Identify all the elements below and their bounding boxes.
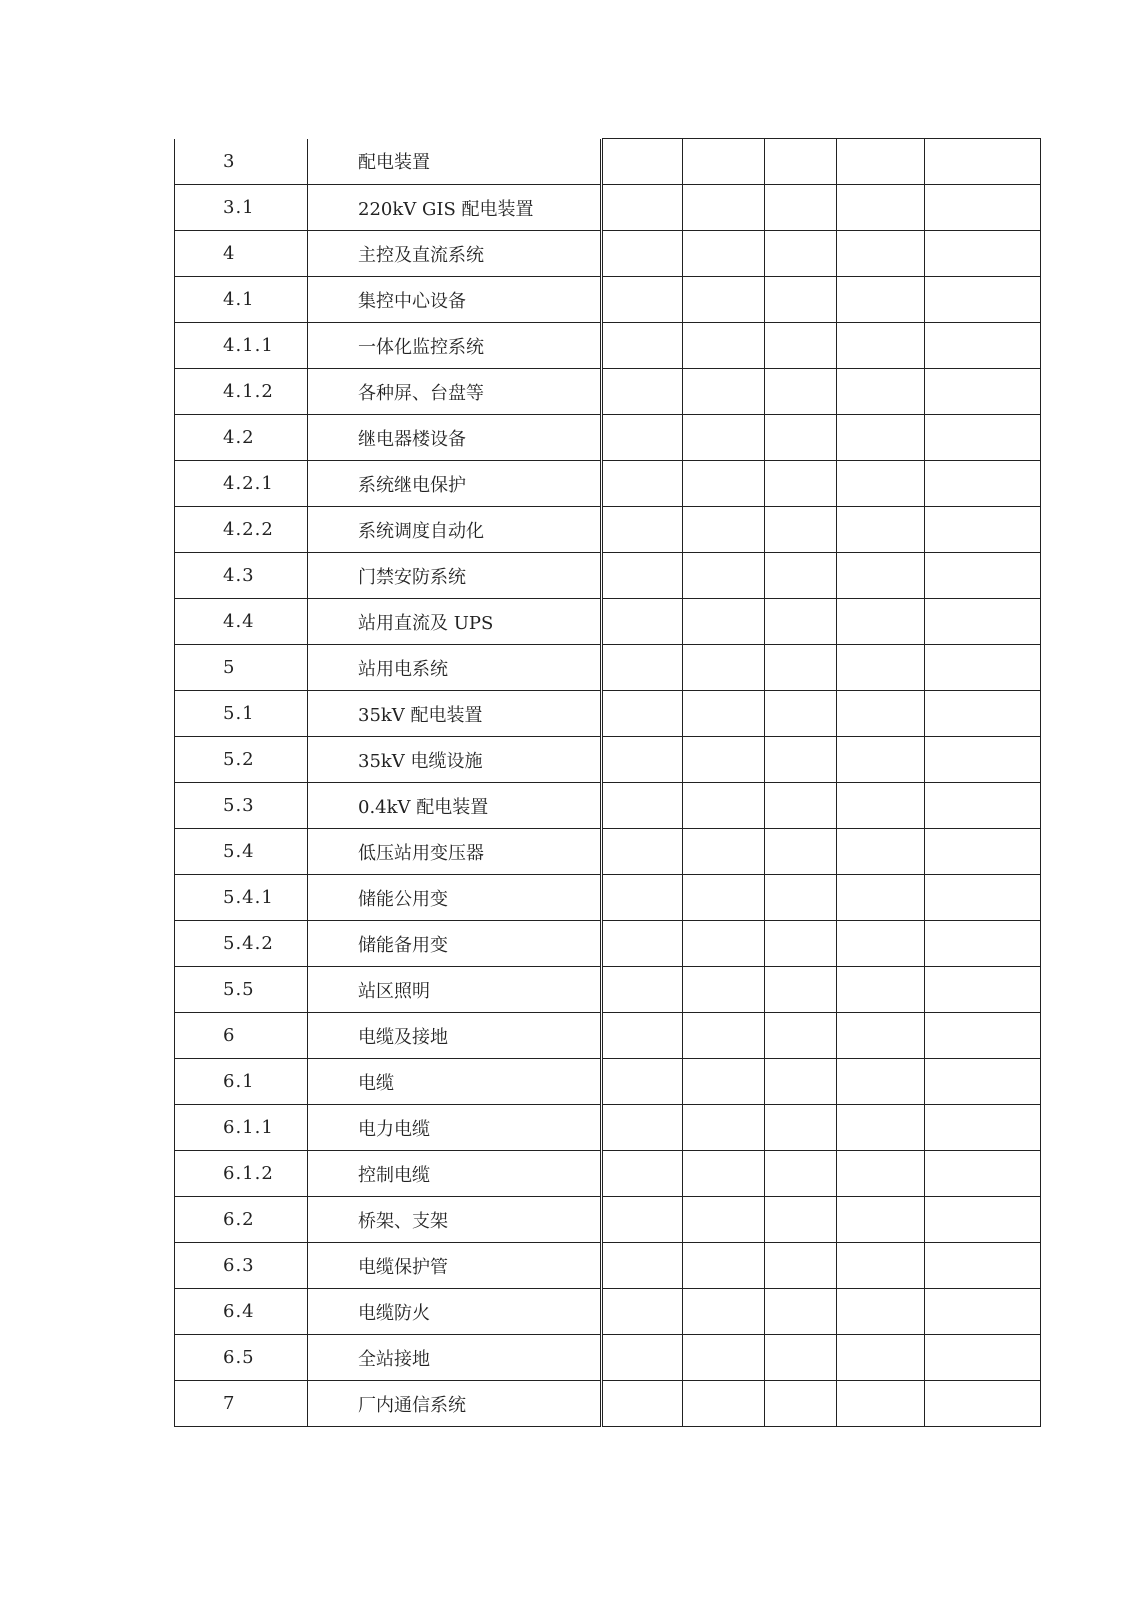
empty-cell (765, 599, 837, 645)
table-row (175, 507, 1041, 553)
row-item-name: 一体化监控系统 (308, 323, 601, 369)
row-item-name: 各种屏、台盘等 (308, 369, 601, 415)
empty-cell (925, 1381, 1041, 1427)
row-item-name: 电缆 (308, 1059, 601, 1105)
empty-cell (603, 1013, 683, 1059)
row-item-name: 电缆防火 (308, 1289, 601, 1335)
table-row (175, 1197, 1041, 1243)
empty-cell (683, 1381, 765, 1427)
empty-cell (925, 967, 1041, 1013)
row-item-name: 220kV GIS 配电装置 (308, 185, 601, 231)
table-row (175, 185, 1041, 231)
empty-cell (837, 737, 925, 783)
row-item-name: 主控及直流系统 (308, 231, 601, 277)
table-row (175, 829, 1041, 875)
empty-cell (603, 277, 683, 323)
empty-cell (837, 599, 925, 645)
empty-cell (603, 691, 683, 737)
table-row (175, 415, 1041, 461)
empty-cell (837, 369, 925, 415)
empty-cell (683, 553, 765, 599)
empty-cell (603, 1151, 683, 1197)
empty-cell (603, 553, 683, 599)
table-row (175, 1243, 1041, 1289)
empty-cell (683, 185, 765, 231)
empty-cell (603, 645, 683, 691)
table-row (175, 1381, 1041, 1427)
row-number: 6 (175, 1013, 308, 1059)
empty-cell (603, 1059, 683, 1105)
empty-cell (603, 415, 683, 461)
empty-cell (925, 369, 1041, 415)
empty-cell (765, 737, 837, 783)
empty-cell (925, 1335, 1041, 1381)
table-row (175, 461, 1041, 507)
row-number: 6.5 (175, 1335, 308, 1381)
row-item-name: 站区照明 (308, 967, 601, 1013)
row-number: 6.4 (175, 1289, 308, 1335)
row-item-name: 桥架、支架 (308, 1197, 601, 1243)
empty-cell (683, 139, 765, 185)
row-number: 3.1 (175, 185, 308, 231)
empty-cell (925, 415, 1041, 461)
empty-cell (683, 875, 765, 921)
data-table (174, 138, 1041, 1427)
empty-cell (837, 645, 925, 691)
empty-cell (925, 1243, 1041, 1289)
row-number: 5.4.2 (175, 921, 308, 967)
row-number: 5.1 (175, 691, 308, 737)
row-item-name: 电力电缆 (308, 1105, 601, 1151)
row-number: 4.2.1 (175, 461, 308, 507)
row-item-name: 厂内通信系统 (308, 1381, 601, 1427)
empty-cell (683, 1289, 765, 1335)
empty-cell (925, 691, 1041, 737)
table-row (175, 277, 1041, 323)
row-number: 5 (175, 645, 308, 691)
empty-cell (837, 231, 925, 277)
empty-cell (765, 645, 837, 691)
empty-cell (683, 277, 765, 323)
table-row (175, 1335, 1041, 1381)
empty-cell (837, 1381, 925, 1427)
row-item-name: 站用电系统 (308, 645, 601, 691)
table-row (175, 783, 1041, 829)
empty-cell (765, 277, 837, 323)
empty-cell (765, 553, 837, 599)
empty-cell (925, 1059, 1041, 1105)
empty-cell (603, 185, 683, 231)
empty-cell (683, 1335, 765, 1381)
empty-cell (925, 921, 1041, 967)
row-number: 4.3 (175, 553, 308, 599)
empty-cell (683, 1151, 765, 1197)
empty-cell (603, 1335, 683, 1381)
empty-cell (837, 553, 925, 599)
row-number: 5.3 (175, 783, 308, 829)
empty-cell (683, 599, 765, 645)
empty-cell (837, 277, 925, 323)
empty-cell (925, 875, 1041, 921)
empty-cell (683, 737, 765, 783)
row-item-name: 系统继电保护 (308, 461, 601, 507)
empty-cell (765, 461, 837, 507)
empty-cell (683, 921, 765, 967)
empty-cell (603, 875, 683, 921)
empty-cell (603, 783, 683, 829)
empty-cell (683, 461, 765, 507)
row-number: 4.4 (175, 599, 308, 645)
empty-cell (837, 415, 925, 461)
empty-cell (603, 599, 683, 645)
empty-cell (837, 139, 925, 185)
row-number: 5.4 (175, 829, 308, 875)
empty-cell (765, 1289, 837, 1335)
empty-cell (683, 691, 765, 737)
empty-cell (603, 737, 683, 783)
table-row (175, 737, 1041, 783)
empty-cell (925, 1289, 1041, 1335)
row-item-name: 集控中心设备 (308, 277, 601, 323)
empty-cell (765, 231, 837, 277)
table-row (175, 1013, 1041, 1059)
table-row (175, 875, 1041, 921)
row-number: 4.2 (175, 415, 308, 461)
row-number: 6.1.2 (175, 1151, 308, 1197)
table-row (175, 1289, 1041, 1335)
table-row (175, 139, 1041, 185)
table-row (175, 369, 1041, 415)
table-row (175, 231, 1041, 277)
empty-cell (765, 1151, 837, 1197)
empty-cell (837, 875, 925, 921)
row-number: 4.1.1 (175, 323, 308, 369)
empty-cell (683, 369, 765, 415)
empty-cell (683, 783, 765, 829)
table-row (175, 967, 1041, 1013)
row-item-name: 0.4kV 配电装置 (308, 783, 601, 829)
table-body (175, 139, 1041, 1427)
empty-cell (603, 921, 683, 967)
empty-cell (837, 1013, 925, 1059)
empty-cell (765, 1105, 837, 1151)
empty-cell (683, 1059, 765, 1105)
empty-cell (765, 783, 837, 829)
empty-cell (925, 507, 1041, 553)
empty-cell (925, 461, 1041, 507)
empty-cell (765, 1335, 837, 1381)
empty-cell (837, 921, 925, 967)
row-item-name: 低压站用变压器 (308, 829, 601, 875)
empty-cell (603, 829, 683, 875)
empty-cell (765, 1381, 837, 1427)
empty-cell (683, 1197, 765, 1243)
row-item-name: 站用直流及 UPS (308, 599, 601, 645)
empty-cell (925, 1151, 1041, 1197)
row-number: 4.2.2 (175, 507, 308, 553)
row-item-name: 电缆保护管 (308, 1243, 601, 1289)
empty-cell (603, 1243, 683, 1289)
empty-cell (603, 369, 683, 415)
empty-cell (925, 231, 1041, 277)
empty-cell (925, 599, 1041, 645)
empty-cell (925, 645, 1041, 691)
empty-cell (603, 1197, 683, 1243)
empty-cell (683, 231, 765, 277)
empty-cell (683, 829, 765, 875)
empty-cell (837, 1289, 925, 1335)
empty-cell (603, 507, 683, 553)
empty-cell (683, 1013, 765, 1059)
row-item-name: 配电装置 (308, 139, 601, 185)
table-row (175, 553, 1041, 599)
row-item-name: 系统调度自动化 (308, 507, 601, 553)
empty-cell (837, 1059, 925, 1105)
table-row (175, 1151, 1041, 1197)
row-number: 6.3 (175, 1243, 308, 1289)
empty-cell (837, 461, 925, 507)
row-number: 6.1.1 (175, 1105, 308, 1151)
empty-cell (837, 1151, 925, 1197)
empty-cell (603, 461, 683, 507)
empty-cell (683, 645, 765, 691)
empty-cell (765, 1059, 837, 1105)
empty-cell (925, 737, 1041, 783)
empty-cell (837, 1243, 925, 1289)
row-item-name: 继电器楼设备 (308, 415, 601, 461)
empty-cell (683, 323, 765, 369)
empty-cell (837, 967, 925, 1013)
row-number: 4.1.2 (175, 369, 308, 415)
row-item-name: 全站接地 (308, 1335, 601, 1381)
empty-cell (837, 507, 925, 553)
empty-cell (765, 323, 837, 369)
empty-cell (603, 323, 683, 369)
row-number: 5.2 (175, 737, 308, 783)
empty-cell (765, 875, 837, 921)
empty-cell (683, 1105, 765, 1151)
empty-cell (925, 277, 1041, 323)
empty-cell (925, 1105, 1041, 1151)
empty-cell (765, 829, 837, 875)
empty-cell (765, 691, 837, 737)
row-number: 5.5 (175, 967, 308, 1013)
row-item-name: 储能备用变 (308, 921, 601, 967)
empty-cell (765, 921, 837, 967)
empty-cell (683, 967, 765, 1013)
empty-cell (765, 507, 837, 553)
empty-cell (925, 185, 1041, 231)
row-number: 6.2 (175, 1197, 308, 1243)
empty-cell (603, 1105, 683, 1151)
row-item-name: 门禁安防系统 (308, 553, 601, 599)
empty-cell (765, 967, 837, 1013)
row-number: 7 (175, 1381, 308, 1427)
empty-cell (603, 139, 683, 185)
empty-cell (837, 1105, 925, 1151)
empty-cell (765, 1243, 837, 1289)
table-row (175, 1059, 1041, 1105)
empty-cell (925, 829, 1041, 875)
empty-cell (925, 323, 1041, 369)
row-item-name: 35kV 电缆设施 (308, 737, 601, 783)
row-number: 4.1 (175, 277, 308, 323)
table-row (175, 645, 1041, 691)
table-row (175, 599, 1041, 645)
empty-cell (603, 1289, 683, 1335)
empty-cell (765, 415, 837, 461)
empty-cell (837, 783, 925, 829)
empty-cell (925, 1013, 1041, 1059)
empty-cell (765, 1197, 837, 1243)
empty-cell (683, 507, 765, 553)
row-item-name: 35kV 配电装置 (308, 691, 601, 737)
table-row (175, 921, 1041, 967)
empty-cell (603, 231, 683, 277)
row-number: 6.1 (175, 1059, 308, 1105)
empty-cell (925, 553, 1041, 599)
row-item-name: 控制电缆 (308, 1151, 601, 1197)
empty-cell (837, 691, 925, 737)
empty-cell (837, 829, 925, 875)
row-number: 5.4.1 (175, 875, 308, 921)
empty-cell (765, 139, 837, 185)
row-item-name: 储能公用变 (308, 875, 601, 921)
empty-cell (683, 1243, 765, 1289)
empty-cell (765, 1013, 837, 1059)
empty-cell (837, 1335, 925, 1381)
empty-cell (925, 783, 1041, 829)
empty-cell (925, 1197, 1041, 1243)
table-row (175, 323, 1041, 369)
table-row (175, 1105, 1041, 1151)
empty-cell (837, 1197, 925, 1243)
empty-cell (603, 1381, 683, 1427)
empty-cell (925, 139, 1041, 185)
empty-cell (683, 415, 765, 461)
table-row (175, 691, 1041, 737)
row-number: 3 (175, 139, 308, 185)
empty-cell (837, 185, 925, 231)
empty-cell (765, 185, 837, 231)
empty-cell (837, 323, 925, 369)
empty-cell (765, 369, 837, 415)
empty-cell (603, 967, 683, 1013)
row-number: 4 (175, 231, 308, 277)
row-item-name: 电缆及接地 (308, 1013, 601, 1059)
